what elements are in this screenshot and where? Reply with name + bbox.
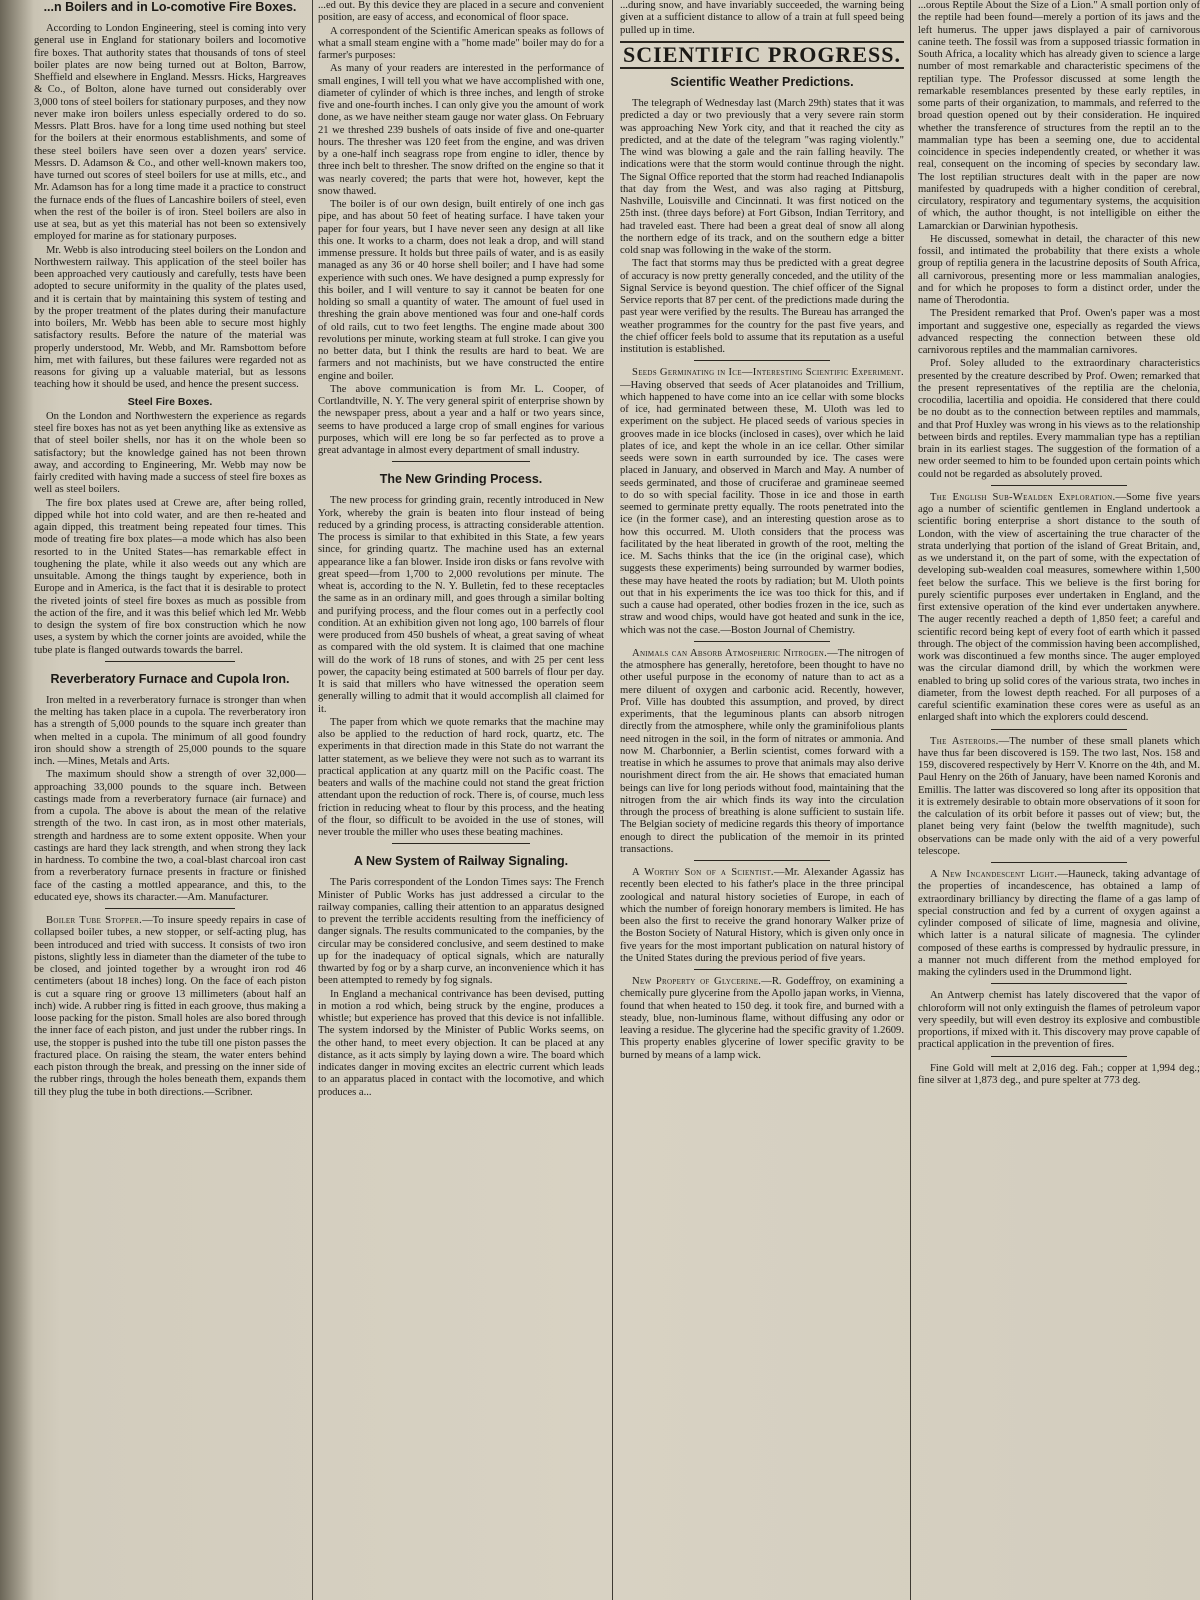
divider bbox=[105, 661, 236, 662]
column-rule bbox=[612, 0, 613, 1600]
paragraph: ...during snow, and have invariably succeeded, the warning being given at a sufficient distance to allow of a train at full speed being pulled up in time. bbox=[620, 0, 904, 36]
divider bbox=[991, 862, 1126, 863]
paragraph-asteroids bbox=[918, 736, 1200, 859]
paragraph-body: —The number of these small planets which have thus far been discovered is 159. The two last, Nos. 158 and 159, discovered respectively by Herr V. Knorre on the 4th, and M. Paul Henry on the 26th of January, have been named Koronis and Emillis. The latter was discovered so long after its opposition that it is extremely desirable to obtain more observations of it soon for the calculation of its orbit before it passes out of view; but, the planet being very faint (below the twelfth magnitude), such observations can be made only with the aid of a very powerful telescope. bbox=[918, 735, 1200, 857]
paragraph: Fine Gold will melt at 2,016 deg. Fah.; copper at 1,994 deg.; fine silver at 1,873 deg., and pure spelter at 773 deg. bbox=[918, 1062, 1200, 1086]
paragraph: The maximum should show a strength of over 32,000—approaching 33,000 pounds to the square inch. Between castings made from a reverberatory furnace (air furnace) and from a cupola. The above is about the mean of the relative strength of the two. In cast iron, as in most other materials, strength and hardness are to some extent opposite. When your castings are hard they lack strength, and when strong they lack in hardness. To combine the two, a coal-blast charcoal iron cast from a reverberatory furnace presents in fracture or finished face of the casting a mottled appearance, and this, to the educated eye, shows its character.—Am. Manufacturer. bbox=[34, 769, 306, 903]
paragraph-seeds-in-ice bbox=[620, 367, 904, 637]
paragraph-sub-wealden bbox=[918, 492, 1200, 725]
divider bbox=[694, 969, 830, 970]
lead-in: The Asteroids. bbox=[930, 735, 999, 747]
divider bbox=[991, 1056, 1126, 1057]
divider bbox=[392, 461, 529, 462]
divider bbox=[694, 860, 830, 861]
paragraph: Prof. Soley alluded to the extraordinary characteristics presented by the creature described by Prof. Owen; remarked that the present representatives of the reptilia are the chelonia, crocodilia, lacertilia and opoidia. He considered that there could be no doubt as to the connection between reptiles and mammals, and that Prof Huxley was wrong in his views as to the relationship between birds and reptiles. Every mammalian type has a reptilian brain in its earliest stages. The suggestion of the formation of a new order seemed to him to be founded upon certain points which could not be regarded as absolutely proved. bbox=[918, 358, 1200, 480]
paragraph: ...ed out. By this device they are placed in a secure and convenient position, are easy of access, and economical of floor space. bbox=[318, 0, 604, 24]
article-heading-grinding-process: The New Grinding Process. bbox=[379, 472, 543, 487]
paragraph: The President remarked that Prof. Owen's paper was a most important and suggestive one, especially as regarded the views advanced respecting the connection between these old carnivorous reptiles and the mammalian carnivores. bbox=[918, 308, 1200, 356]
paragraph: According to London Engineering, steel is coming into very general use in England for stationary boilers and locomotive fire boxes. That authority states that thousands of tons of steel boiler plates are now being turned out at Bolton, Barrow, Sheffield and elsewhere in England. Messrs. Hicks, Hargreaves & Co., of Bolton, alone have turned out considerably over 3,000 tons of steel boilers for stationary purposes, and they now never make iron boilers unless especially ordered to do so. Messrs. Platt Bros. have for a long time used nothing but steel for the boilers at their enormous establishments, and some of these steel boilers have seen over a dozen years' service. Messrs. D. Adamson & Co., and other well-known makers too, have turned out scores of steel boilers for use at mills, etc., and Mr. Adamson has for a long time made it a practice to construct the furnace ends of the flues of Lancashire boilers of steel, even when the rest of the boiler is of iron. Steel boilers are also in use at sea, but as yet this material has not been so extensively employed for marine as for stationary purposes. bbox=[34, 23, 306, 243]
section-masthead: SCIENTIFIC PROGRESS. bbox=[620, 41, 904, 69]
lead-in: Seeds Germinating in Ice—Interesting Scientific Experiment. bbox=[632, 367, 904, 379]
paragraph: The boiler is of our own design, built entirely of one inch gas pipe, and has about 50 feet of heating surface. I have taken your paper for four years, but I have never seen any design at all like this one. It works to a charm, does not leak a drop, and will stand immense pressure. It holds but three pails of water, and is as easily managed as any 36 or 40 horse shell boiler; and I have had some experience with such ones. We have designed a pump expressly for this boiler, and I will venture to say it cannot be beaten for one holding so small a quantity of water. The amount of fuel used in threshing the grain above mentioned was four and one-half cords of old rails, cut to two feet lengths. The engine made about 300 revolutions per minute, working steam at full stroke. I can give you no better data, but I think the results are hard to beat. We are farmers and not machinists, but we have constructed the entire engine and boiler. bbox=[318, 199, 604, 382]
lead-in: Boiler Tube Stopper. bbox=[46, 915, 143, 926]
column-3 bbox=[620, 0, 904, 1600]
lead-in: The English Sub-Wealden Exploration. bbox=[930, 491, 1116, 503]
paragraph: Mr. Webb is also introducing steel boilers on the London and Northwestern railway. This application of the steel boiler has been approached very cautiously and carefully, tests have been adopted to secure uniformity in the quality of the plates used, and it is certain that by maintaining this system of testing and by the proper treatment of the plates during their manufacture into boilers, Mr. Webb has been able to secure most highly satisfactory results. Before the nature of the material was properly understood, Mr. Webb, and Mr. Ramsbottom before him, met with failures, but these failures were regarded not as reasons for giving up a valuable material, but as lessons teaching how it should be used, and hence the present success. bbox=[34, 244, 306, 391]
column-rule bbox=[312, 0, 313, 1600]
column-2 bbox=[318, 0, 604, 1600]
paragraph: In England a mechanical contrivance has been devised, putting in motion a rod which, being struck by the engine, produces a whistle; but experience has proved that this device is not infallible. The system indorsed by the Minister of Public Works seems, on the other hand, to meet every objection. It can be placed at any distance, as it acts simply by laying down a wire. The board which indicates danger in moving excites an electric current which leads to an apparatus placed in contact with the locomotive, and which produces a... bbox=[318, 988, 604, 1098]
article-heading-steel-boilers: ...n Boilers and in Lo-comotive Fire Boxes. bbox=[43, 0, 297, 14]
paragraph: The fact that storms may thus be predicted with a great degree of accuracy is now pretty generally conceded, and the utility of the Signal Service is beyond question. The chief officer of the Signal Service reports that 87 per cent. of the predictions made during the past year were verified by the results. The Bureau has arranged the weather programmes for the country for the past five years, and the chief officer feels bold to assume that its reputation as a useful institution is established. bbox=[620, 258, 904, 355]
article-heading-reverberatory-furnace: Reverberatory Furnace and Cupola Iron. bbox=[50, 671, 290, 686]
paragraph: On the London and Northwestern the experience as regards steel fire boxes has not as yet been anything like as extensive as that of steel boiler shells, nor has it on the whole been so satisfactory; but the knowledge gained has not been thrown away, and according to Engineering, Mr. Webb may now be fairly credited with having made a success of steel fire boxes as well as steel boilers. bbox=[34, 410, 306, 496]
paragraph: A correspondent of the Scientific American speaks as follows of what a small steam engine with a "home made" boiler may do for a farmer's purposes: bbox=[318, 25, 604, 61]
divider bbox=[991, 485, 1126, 486]
paragraph: The Paris correspondent of the London Times says: The French Minister of Public Works has just addressed a circular to the railway companies, calling their attention to an apparatus designed to prevent the terrible accidents resulting from the inefficiency of danger signals. The results communicated to the companies, by the circular may be considered conclusive, and seem destined to make up for the inadequacy of optical signals, which are naturally thwarted by fog or by a sharp curve, an inconvenience which it has been attempted to remedy by fog signals. bbox=[318, 877, 604, 987]
subheading-steel-fire-boxes: Steel Fire Boxes. bbox=[127, 395, 213, 408]
divider bbox=[694, 360, 830, 361]
lead-in: Animals can Absorb Atmospheric Nitrogen. bbox=[632, 647, 828, 659]
article-heading-railway-signaling: A New System of Railway Signaling. bbox=[353, 854, 569, 869]
lead-in: A New Incandescent Light. bbox=[930, 869, 1058, 880]
paragraph-incandescent-light bbox=[918, 869, 1200, 979]
paragraph-agassiz bbox=[620, 867, 904, 965]
paragraph: An Antwerp chemist has lately discovered that the vapor of chloroform will not only extinguish the flames of petroleum vapor very speedily, but will even destroy its explosive and combustible proportions, if mixed with it. This discovery may prove capable of practical application in the prevention of fires. bbox=[918, 990, 1200, 1051]
paragraph: The telegraph of Wednesday last (March 29th) states that it was predicted a day or two previously that a very severe rain storm was approaching New York city, and that it reached the city as predicted, and at the date of the telegram "was raging violently." The wind was blowing a gale and the rain falling heavily. The indications were that the storm would continue through the night. The Signal Office reported that the storm had reached Indianapolis that day from the West, and was also raging at Pittsburg, Nashville, Louisville and Cincinnati. It was first noticed on the 25th inst. (three days before) at Fort Gibson, Indian Territory, and had traveled east. There had been a great deal of snow all along the northern edge of its track, and on the southern edge a bitter cold snap was following in the wake of the storm. bbox=[620, 98, 904, 256]
paragraph: The fire box plates used at Crewe are, after being rolled, dipped while hot into cold water, and are then re-heated and again dipped, this treatment being repeated four times. This mode of treating fire box plates—a mode which has also been resorted to in the United States—has remarkable effect in toughening the plate, while it also weeds out any which are unsuitable. Among the things taught by experience, both in Europe and in America, is the fact that it is desirable to protect the riveted joints of steel fire boxes as much as possible from the action of the fire, and it was this belief which led Mr. Webb to design the system of fire box construction which he now uses, a system by which the corner joints are avoided, while the tube plate is flanged outwards towards the barrel. bbox=[34, 497, 306, 656]
paragraph-atmospheric-nitrogen bbox=[620, 648, 904, 856]
divider bbox=[991, 983, 1126, 984]
paragraph: The new process for grinding grain, recently introduced in New York, whereby the grain is beaten into flour instead of being reduced by a grinding process, is attracting considerable attention. The process is similar to that exhibited in this State, a few years since, for grinding quartz. The machine used has an external appearance like a fan blower. Inside iron disks or fans revolve with great speed—from 1,700 to 2,000 revolutions per minute. The wheat is, according to the N. Y. Bulletin, fed to these receptacles the same as in an ordinary mill, and goes through a similar bolting and purifying process, and the flour comes out in a perfectly cool condition. At an exhibition given not long ago, 100 barrels of flour were produced from 450 bushels of wheat, a great saving of wheat as compared with the old system. It is claimed that one machine will do the work of 18 runs of stones, and with 25 per cent less power, the capacity being estimated at 500 barrels of flour per day. It is said that millers who have witnessed the operation seem generally willing to admit that it would accomplish all claimed for it. bbox=[318, 495, 604, 715]
column-rule bbox=[910, 0, 911, 1600]
paragraph-body: —R. Godeffroy, on examining a chemically pure glycerine from the Apollo japan works, in Vienna, found that when heated to 150 deg. it took fire, and burned with a steady, blue, non-luminous flame, without diffusing any odor or leaving a residue. The glycerine had the specific gravity of 1.2609. This property enables glycerine of lower specific gravity to be burned by means of a lamp wick. bbox=[620, 976, 904, 1061]
paragraph-body: —Hauneck, taking advantage of the properties of incandescence, has obtained a lamp of extraordinary brilliancy by directing the flame of a gas lamp of special construction and fed by a current of oxygen against a cylinder composed of silicate of lime, magnesia and olivine, which latter is a natural silicate of magnesia. The cylinder composed of these earths is compressed by hydraulic pressure, in a manner not much different from the method employed for making the cylinders used in the Drummond light. bbox=[918, 869, 1200, 978]
paragraph-body: —Having observed that seeds of Acer platanoides and Trillium, which happened to have come into an ice cellar with some blocks of ice, had germinated between these, M. Uloth was led to experiment on the subject. He placed seeds of various species in grooves made in ice blocks (inclosed in cases), over which he laid plates of ice, and kept the whole in an ice cellar. Other similar seeds were sown in earth surrounded by ice. The cases were placed in January, and observed in March and May. A number of seeds germinated, and those of cruciferae and gramineae seemed to do so with special facility. Those in ice and those in earth seemed to germinate pretty equally. The roots penetrated into the ice (in the former case), and an interesting question arose as to how this occurred. M. Uloth considers that the process was facilitated by the heat liberated in growth of the root, melting the ice. M. Sachs thinks that the ice (in the original case), which suggests these experiments) being surrounded by warmer bodies, these may have heated the roots by radiation; but M. Uloth points out that in his experiments the ice was too thick for this, and if such a cause had operated, other bodies frozen in the ice, such as straw and wood chips, would have got heated and sunk in the ice, which was not the case.—Boston Journal of Chemistry. bbox=[620, 379, 904, 636]
paragraph: He discussed, somewhat in detail, the character of this new fossil, and intimated the probability that there exists a whole group of reptilia genera in the lacustrine deposits of South Africa, all carnivorous, presenting more or less mammalian analogies, and for which he proposes to form a distinct order, under the name of Therodontia. bbox=[918, 233, 1200, 306]
paragraph-body: —Some five years ago a number of scientific gentlemen in England undertook a scientific boring enterprise a short distance to the south of London, with the view of ascertaining the true character of the strata underlying that portion of the island of Great Britain, and, as we understand it, on the part of some, with the expectation of developing sub-wealden coal measures, somewhere within 1,500 feet below the surface. This we believe is the first boring for purely scientific purposes ever undertaken in England, and the first extensive operation of the kind ever undertaken anywhere. The auger recently reached a depth of 1,850 feet; a careful and scientific record being kept of every foot of earth which it passed through. The object of the commission having been accomplished, work was discontinued a few months since. The auger employed was the circular diamond drill, by which the workmen were enabled to bring up solid cores of the various strata, two inches in diameter, from the lowest depth reached. For all purposes of a careful scientific examination these cores were as useful as an enlarged shaft into which the explorers could descend. bbox=[918, 491, 1200, 724]
paragraph-body: —Mr. Alexander Agassiz has recently been elected to his father's place in the three principal zoological and natural history societies of Europe, in each of which the number of foreign honorary members is limited. He has been also the first to receive the grand honorary Walker prize of the Boston Society of Natural History, which is given only once in five years for the most important publication on natural history of the United States during the previous period of five years. bbox=[620, 867, 904, 964]
divider bbox=[105, 908, 236, 909]
paragraph-glycerine bbox=[620, 976, 904, 1062]
paragraph: The paper from which we quote remarks that the machine may also be applied to the reduction of hard rock, quartz, etc. The experiments in that direction made in this State do not warrant the latter statement, as we believe they were not such as to warrant its practical application at any quartz mill on the Pacific coast. The beaters and walls of the machine could not stand the great friction attendant upon the reduction of rock. There is, of course, much less friction in reducing wheat to flour by this process, and the heating of the flour, so difficult to be avoided in the use of stones, will never trouble the miller who uses these beating machines. bbox=[318, 716, 604, 838]
column-4 bbox=[918, 0, 1200, 1600]
divider bbox=[991, 729, 1126, 730]
divider bbox=[694, 641, 830, 642]
article-heading-weather-predictions: Scientific Weather Predictions. bbox=[670, 75, 854, 89]
paragraph-boiler-tube-stopper bbox=[34, 915, 306, 1099]
paragraph: ...orous Reptile About the Size of a Lion." A small portion only of the reptile had been found—merely a portion of its jaws and the left humerus. The upper jaws displayed a pair of carnivorous canine teeth. The fossil was from a supposed triassic formation in South Africa, a locality which has already given to science a large number of most remarkable and characteristic specimens of the reptilian type. The Professor discussed at some length the remarkable resemblances presented by these early reptiles, in some parts of their organization, to mammals, and referred to the broad question opened out by their consideration. He inquired whether the transference of structures from the reptil an to the mammalian type has been a seeming one, due to accidental coincidence in species independently created, or whether it was real, consequent on the incoming of species by secondary law. The lost reptilian structures dealt with in the paper are now manifested by quadrupeds with a higher condition of cerebral, circulatory, respiratory and tegumentary systems, the acquisition of which, the author thought, is not intelligible on either the Lamarckian or Darwinian hypothesis. bbox=[918, 0, 1200, 232]
lead-in: A Worthy Son of a Scientist. bbox=[632, 867, 774, 878]
divider bbox=[392, 843, 529, 844]
lead-in: New Property of Glycerine. bbox=[632, 976, 762, 987]
paragraph-body: —To insure speedy repairs in case of collapsed boiler tubes, a new stopper, or self-acting plug, has been introduced and tried with success. It consists of two iron pistons, slightly less in diameter than the diameter of the tube to be closed, and jointed together by a wrought iron rod 46 centimeters (about 18 inches) long. On the face of each piston is cut a square ring or groove 13 millimeters (about half an inch) wide. A rubber ring is fitted in each groove, thus making a loose packing for the piston. Small holes are also bored through the inner face of each piston, and just under the rubber rings. In use, the stopper is pushed into the tube till one piston passes the fractured place. On raising the steam, the water enters behind each piston through the break, and pressing on the inner side of the rubber rings, through the holes beneath them, expands them till they plug the tube in both directions.—Scribner. bbox=[34, 915, 306, 1098]
paragraph: The above communication is from Mr. L. Cooper, of Cortlandtville, N. Y. The very general spirit of enterprise shown by the newspaper press, about a year and a half or two years since, seems to have produced a large crop of small engines for various purposes, which will ere long be so far perfected as to prove a great advantage in almost every department of small industry. bbox=[318, 383, 604, 456]
paragraph: Iron melted in a reverberatory furnace is stronger than when the melting has taken place in a cupola. The reverberatory iron has a strength of 5,000 pounds to the square inch greater than when melted in a cupola. The minimum of all good foundry iron should show a strength of 25,000 pounds to the square inch. —Mines, Metals and Arts. bbox=[34, 694, 306, 767]
paragraph-body: —The nitrogen of the atmosphere has generally, heretofore, been thought to have no other useful purpose in the economy of nature than to act as a mere diluent of oxygen and carbonic acid. Recently, however, Prof. Ville has doubted this assumption, and proved, by direct experiments, that the leguminous plants can absorb nitrogen directly from the atmosphere, while only the graminifolious plants need nitrogen in the soil, in the form of nitrates or ammonia. And now M. Charbonnier, a Berlin scientist, comes forward with a treatise in which he assumes to prove that animals may also derive nourishment direct from the air. He shows that emaciated human beings can live for long periods without food, maintaining that the nitrogen from the air which finds its way into the circulation through the process of breathing is alone sufficient to sustain life. The Belgian society of medicine regards this theory of importance enough to direct the publication of the memoir in its printed transactions. bbox=[620, 647, 904, 855]
paragraph: As many of your readers are interested in the performance of small engines, I will tell you what we have accomplished with one, diameter of cylinder of which is three inches, and length of stroke five and one-fourth inches. I can only give you the amount of work done, as we have neither steam gauge nor water glass. On February 21 we threshed 239 bushels of oats inside of five and one-quarter hours. The thresher was 120 feet from the engine, and was driven by a one-half inch seagrass rope from engine to idler, thence by three inch belt to thresher. The snow drifted on the engine so that it was nearly covered; the parts that were hot, however, kept the snow thawed. bbox=[318, 63, 604, 197]
column-1 bbox=[34, 0, 306, 1600]
